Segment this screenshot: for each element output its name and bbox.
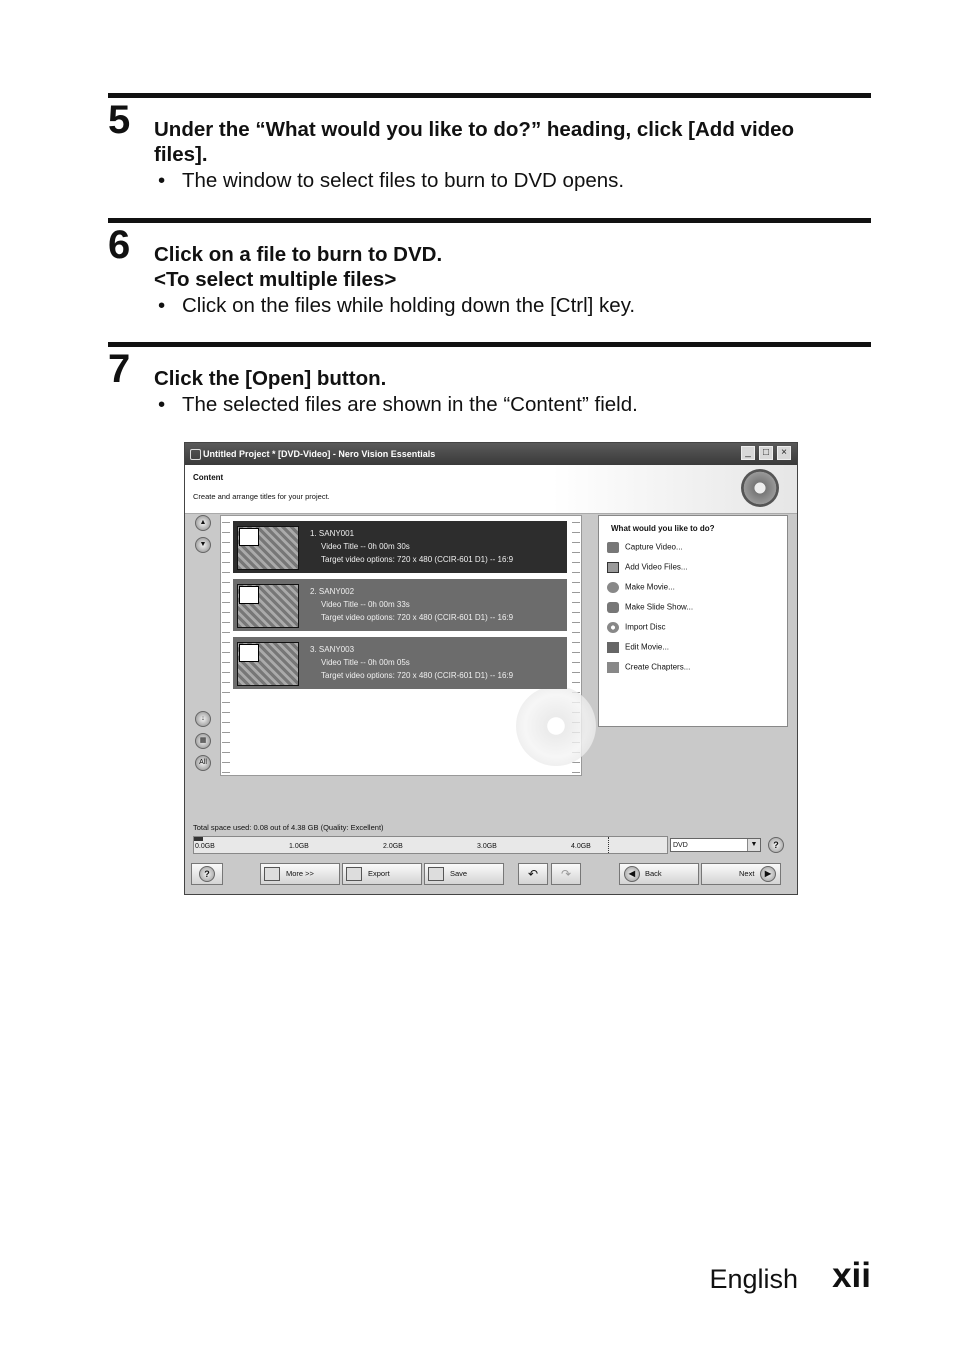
scale-tick: 3.0GB [477, 843, 497, 850]
minimize-button[interactable]: _ [741, 446, 755, 460]
scale-tick: 1.0GB [289, 843, 309, 850]
step-heading: Click on a file to burn to DVD. <To select multiple files> [154, 243, 443, 291]
step-bullet: • Click on the files while holding down the [Ctrl] key. [158, 294, 636, 317]
title-item[interactable] [233, 521, 567, 573]
film-reel-icon [741, 469, 779, 507]
create-chapters-link[interactable]: Create Chapters... [607, 662, 690, 673]
title-duration: Video Title -- 0h 00m 05s [321, 658, 410, 667]
capacity-limit-marker [608, 837, 609, 853]
window-title: Untitled Project * [DVD-Video] - Nero Vision Essentials [203, 449, 436, 459]
export-button[interactable]: Export [342, 863, 422, 885]
title-duration: Video Title -- 0h 00m 33s [321, 600, 410, 609]
redo-button[interactable] [551, 863, 581, 885]
undo-button[interactable] [518, 863, 548, 885]
title-options: Target video options: 720 x 480 (CCIR-601 D1) -- 16:9 [321, 671, 514, 680]
maximize-button[interactable]: □ [759, 446, 773, 460]
help-icon: ? [199, 866, 215, 882]
bullet-dot: • [158, 169, 166, 192]
step-bullet: • The selected files are shown in the “Content” field. [158, 393, 638, 416]
back-button[interactable]: ◀ Back [619, 863, 699, 885]
scale-tick: 0.0GB [195, 843, 215, 850]
make-slide-show-link[interactable]: Make Slide Show... [607, 602, 693, 613]
edit-movie-link[interactable]: Edit Movie... [607, 642, 669, 653]
clapper-icon [239, 528, 259, 546]
page-number: xii [832, 1256, 871, 1295]
video-thumbnail [237, 642, 299, 686]
section-title: Content [193, 473, 224, 482]
more-icon [264, 867, 280, 881]
step-number: 7 [108, 347, 131, 391]
what-to-do-panel [598, 515, 788, 727]
help-button[interactable] [191, 863, 223, 885]
disc-icon [607, 622, 619, 633]
clapper-icon [239, 586, 259, 604]
arrow-left-icon: ◀ [624, 866, 640, 882]
content-list[interactable] [220, 515, 582, 776]
step-6 [108, 218, 871, 323]
disc-type-value: DVD [673, 842, 688, 849]
step-number: 6 [108, 223, 131, 267]
more-button[interactable]: More >> [260, 863, 340, 885]
slideshow-icon [607, 602, 619, 613]
step-7 [108, 342, 871, 427]
app-icon [190, 449, 201, 460]
title-options: Target video options: 720 x 480 (CCIR-601 D1) -- 16:9 [321, 613, 514, 622]
video-thumbnail [237, 584, 299, 628]
capture-video-link[interactable]: Capture Video... [607, 542, 683, 553]
save-button[interactable]: Save [424, 863, 504, 885]
disc-type-select[interactable] [670, 838, 761, 852]
export-icon [346, 867, 362, 881]
redo-icon: ↷ [561, 867, 572, 881]
floppy-disk-icon [428, 867, 444, 881]
title-item[interactable] [233, 579, 567, 631]
title-name: 3. SANY003 [310, 645, 355, 654]
bullet-dot: • [158, 393, 166, 416]
title-name: 2. SANY002 [310, 587, 355, 596]
title-duration: Video Title -- 0h 00m 30s [321, 542, 410, 551]
arrow-right-icon: ▶ [760, 866, 776, 882]
chapters-icon [607, 662, 619, 673]
scale-tick: 4.0GB [571, 843, 591, 850]
camera-icon [607, 542, 619, 553]
content-header [185, 465, 797, 514]
undo-icon: ↶ [528, 867, 539, 881]
title-name: 1. SANY001 [310, 529, 355, 538]
disc-watermark-icon [516, 686, 596, 766]
step-number: 5 [108, 98, 131, 142]
help-icon[interactable]: ? [768, 837, 784, 853]
step-bullet: • The window to select files to burn to DVD opens. [158, 169, 625, 192]
step-heading: Under the “What would you like to do?” heading, click [Add video files]. [154, 118, 795, 166]
space-used-text: Total space used: 0.08 out of 4.38 GB (Quality: Excellent) [193, 823, 384, 832]
capacity-fill [194, 837, 203, 841]
section-subtitle: Create and arrange titles for your project. [193, 492, 330, 501]
bullet-dot: • [158, 294, 166, 317]
move-up-button[interactable]: ▲ [195, 515, 211, 531]
clapper-icon [239, 644, 259, 662]
next-button[interactable]: Next ▶ [701, 863, 781, 885]
add-video-files-link[interactable]: Add Video Files... [607, 562, 688, 573]
import-button[interactable]: ↓ [195, 711, 211, 727]
title-options: Target video options: 720 x 480 (CCIR-601 D1) -- 16:9 [321, 555, 514, 564]
move-down-button[interactable]: ▼ [195, 537, 211, 553]
movie-icon [607, 582, 619, 593]
grid-view-button[interactable]: ▦ [195, 733, 211, 749]
language-label: English [709, 1264, 798, 1294]
select-all-button[interactable]: All [195, 755, 211, 771]
close-button[interactable]: × [777, 446, 791, 460]
step-heading: Click the [Open] button. [154, 367, 387, 390]
scale-tick: 2.0GB [383, 843, 403, 850]
title-item[interactable] [233, 637, 567, 689]
import-disc-link[interactable]: Import Disc [607, 622, 665, 633]
step-5 [108, 93, 871, 198]
add-file-icon [607, 562, 619, 573]
title-bar [185, 443, 797, 465]
nero-window [184, 442, 798, 895]
film-strip-left [222, 516, 230, 775]
capacity-bar [193, 836, 668, 854]
chevron-down-icon[interactable]: ▼ [747, 839, 760, 851]
make-movie-link[interactable]: Make Movie... [607, 582, 675, 593]
video-thumbnail [237, 526, 299, 570]
edit-icon [607, 642, 619, 653]
panel-title: What would you like to do? [611, 524, 715, 533]
